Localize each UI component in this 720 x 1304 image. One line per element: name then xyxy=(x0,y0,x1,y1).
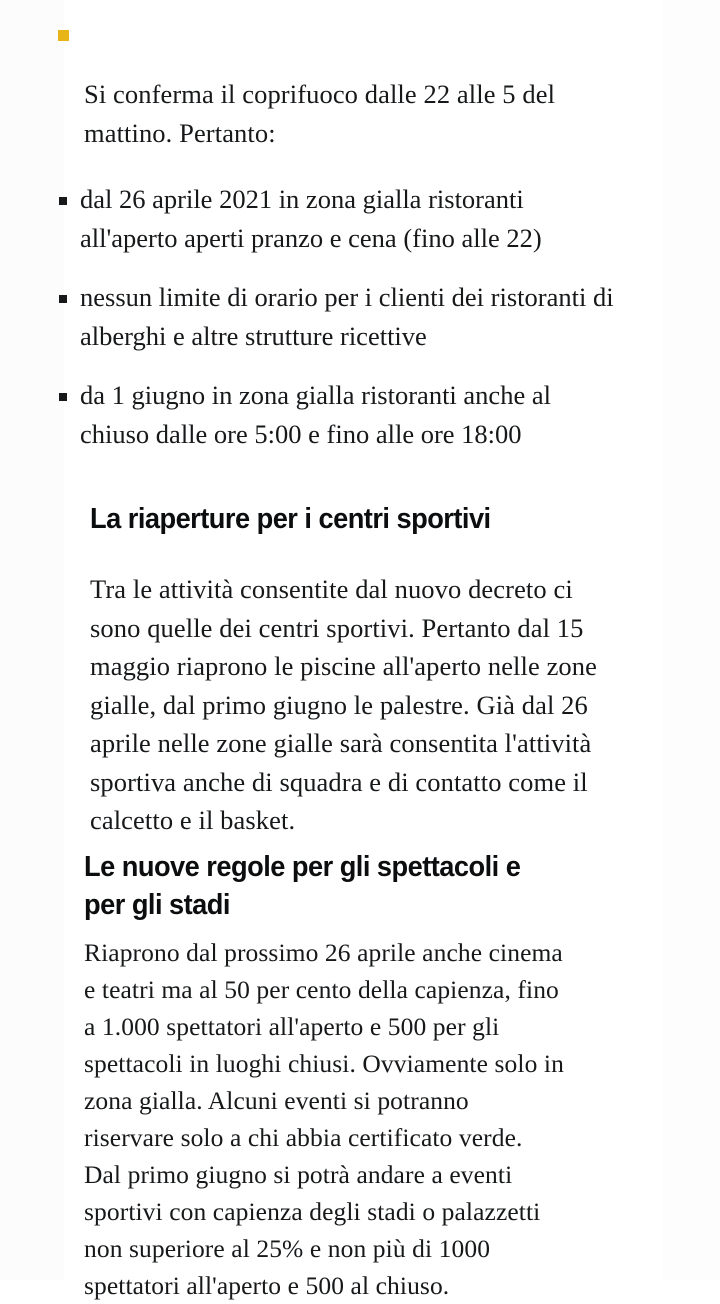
list-item-text: nessun limite di orario per i clienti dei ristoranti di alberghi e altre strutture ricettive xyxy=(80,282,614,351)
yellow-highlight-marker-icon xyxy=(58,30,69,41)
rules-bullet-list xyxy=(80,180,625,453)
list-item xyxy=(80,278,625,355)
section-body-spettacoli-stadi: Riaprono dal prossimo 26 aprile anche cinema e teatri ma al 50 per cento della capienza, fino a 1.000 spettatori all'aperto e 500 per gli spettacoli in luoghi chiusi. Ovviamente solo in zona gialla. Alcuni eventi si potranno riservare solo a chi abbia certificato verde. Dal primo giugno si potrà andare a eventi sportivi con capienza degli stadi o palazzetti non superiore al 25% e non più di 1000 spettatori all'aperto e 500 al chiuso. xyxy=(84,938,564,1300)
list-item xyxy=(80,376,625,453)
square-bullet-icon xyxy=(59,295,67,303)
square-bullet-icon xyxy=(59,393,67,401)
section-heading-spettacoli-stadi: Le nuove regole per gli spettacoli e per gli stadi xyxy=(84,851,521,921)
lead-paragraph: Si conferma il coprifuoco dalle 22 alle 5 del mattino. Pertanto: xyxy=(84,79,556,148)
section-heading-centri-sportivi: La riaperture per i centri sportivi xyxy=(90,503,491,535)
right-margin-panel xyxy=(662,0,720,1280)
square-bullet-icon xyxy=(59,197,67,205)
list-item xyxy=(80,180,625,257)
section-body-centri-sportivi: Tra le attività consentite dal nuovo decreto ci sono quelle dei centri sportivi. Pertanto dal 15 maggio riaprono le piscine all'aperto nelle zone gialle, dal primo giugno le palestre. Già dal 26 aprile nelle zone gialle sarà consentita l'attività sportiva anche di squadra e di contatto come il calcetto e il basket. xyxy=(90,574,597,835)
list-item-text: da 1 giugno in zona gialla ristoranti anche al chiuso dalle ore 5:00 e fino alle ore 18:00 xyxy=(80,380,551,449)
list-item-text: dal 26 aprile 2021 in zona gialla ristoranti all'aperto aperti pranzo e cena (fino alle 22) xyxy=(80,184,542,253)
